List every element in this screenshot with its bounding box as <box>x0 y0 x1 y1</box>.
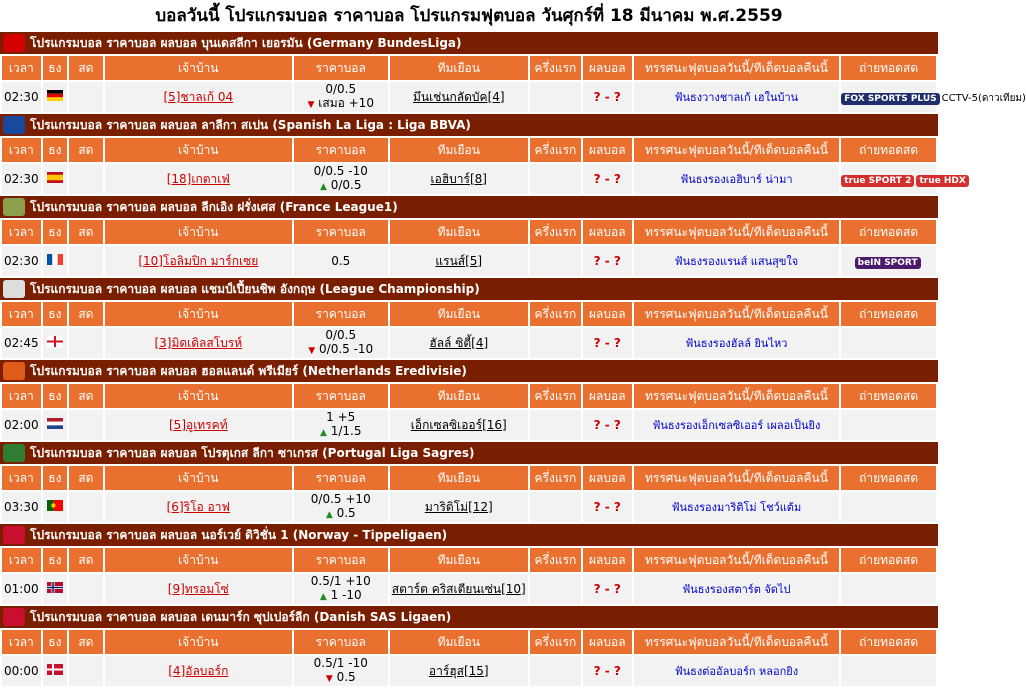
match-time: 01:00 <box>2 574 41 604</box>
live-cell <box>69 328 103 358</box>
match-time: 00:00 <box>2 656 41 686</box>
tv-cell <box>841 164 966 194</box>
league-header <box>0 360 938 382</box>
live-cell <box>69 574 103 604</box>
col-result: ผลบอล <box>583 220 632 244</box>
result-cell <box>583 410 632 440</box>
col-time: เวลา <box>2 138 41 162</box>
tv-cell <box>841 410 936 440</box>
league-title: โปรแกรมบอล ราคาบอล ผลบอล โปรตุเกส ลีกา ซาเกรส (Portugal Liga Sagres) <box>30 446 475 460</box>
col-live: สด <box>69 220 103 244</box>
odds-down-arrow-icon: ▼ <box>308 346 316 356</box>
league-title: โปรแกรมบอล ราคาบอล ผลบอล ลีกเอิง ฝรั่งเศส (France League1) <box>30 200 398 214</box>
result-cell <box>583 328 632 358</box>
france-flag-icon <box>47 254 63 268</box>
tv-channel-label: CCTV-5(ดาวเทียม) <box>941 92 1026 104</box>
col-tips: ทรรศนะฟุตบอลวันนี้/ทีเด็ดบอลคืนนี้ <box>634 220 840 244</box>
col-half: ครึ่งแรก <box>530 548 581 572</box>
tip-cell <box>634 656 840 686</box>
col-odds: ราคาบอล <box>294 630 388 654</box>
col-tv: ถ่ายทอดสด <box>841 138 936 162</box>
col-time: เวลา <box>2 548 41 572</box>
match-result: ? - ? <box>593 336 621 350</box>
country-flag-cell <box>43 410 67 440</box>
col-tv: ถ่ายทอดสด <box>841 630 936 654</box>
result-cell <box>583 82 632 112</box>
col-away: ทีมเยือน <box>390 630 528 654</box>
col-half: ครึ่งแรก <box>530 630 581 654</box>
odds-cell <box>294 164 388 194</box>
germany-flag-icon <box>47 90 63 104</box>
away-team-link[interactable]: สตาร์ต คริสเตียนเซ่น[10] <box>391 581 526 596</box>
tv-channel-logo: FOX SPORTS PLUS <box>841 93 939 105</box>
away-team-cell <box>390 492 528 522</box>
match-time: 02:30 <box>2 82 41 112</box>
league-list <box>0 32 1026 688</box>
col-time: เวลา <box>2 466 41 490</box>
country-flag-cell <box>43 164 67 194</box>
live-cell <box>69 246 103 276</box>
match-table <box>0 628 938 688</box>
live-cell <box>69 82 103 112</box>
tip-link[interactable]: ฟันธงรองสตาร์ต จัดไป <box>682 583 791 596</box>
league-logo-icon <box>3 280 25 298</box>
home-team-cell <box>105 164 292 194</box>
odds-line-2: ▲ 1 -10 <box>319 588 362 602</box>
odds-line-1: 1 +5 <box>326 410 356 424</box>
col-live: สด <box>69 548 103 572</box>
match-table <box>0 546 938 606</box>
col-half: ครึ่งแรก <box>530 56 581 80</box>
match-result: ? - ? <box>593 500 621 514</box>
col-away: ทีมเยือน <box>390 56 528 80</box>
odds-line-2: ▼ 0/0.5 -10 <box>308 342 374 356</box>
tv-cell <box>841 328 936 358</box>
col-home: เจ้าบ้าน <box>105 630 292 654</box>
match-time: 02:00 <box>2 410 41 440</box>
home-team-link[interactable]: [5]อูเทรคท์ <box>169 417 228 432</box>
home-team-link[interactable]: [4]อัลบอร์ก <box>168 663 229 678</box>
tv-channel-logo: beIN SPORT <box>855 257 921 269</box>
col-home: เจ้าบ้าน <box>105 138 292 162</box>
tv-channel-logo: true HDX <box>916 175 968 187</box>
league-header <box>0 606 938 628</box>
odds-cell <box>294 246 388 276</box>
odds-cell <box>294 492 388 522</box>
half-time-cell <box>530 164 581 194</box>
col-time: เวลา <box>2 56 41 80</box>
match-row <box>2 410 936 440</box>
spain-flag-icon <box>47 172 63 186</box>
away-team-cell <box>390 164 528 194</box>
col-home: เจ้าบ้าน <box>105 466 292 490</box>
tv-cell <box>841 492 936 522</box>
league-header <box>0 442 938 464</box>
result-cell <box>583 246 632 276</box>
match-time: 02:45 <box>2 328 41 358</box>
col-flag: ธง <box>43 138 67 162</box>
col-result: ผลบอล <box>583 466 632 490</box>
live-cell <box>69 492 103 522</box>
league-title: โปรแกรมบอล ราคาบอล ผลบอล แชมป์เปี้ยนชิพ อังกฤษ (League Championship) <box>30 282 480 296</box>
match-result: ? - ? <box>593 254 621 268</box>
col-half: ครึ่งแรก <box>530 466 581 490</box>
match-result: ? - ? <box>593 90 621 104</box>
col-result: ผลบอล <box>583 302 632 326</box>
match-table <box>0 382 938 442</box>
col-home: เจ้าบ้าน <box>105 384 292 408</box>
match-time: 03:30 <box>2 492 41 522</box>
tv-channel-logo: true SPORT 2 <box>841 175 914 187</box>
col-flag: ธง <box>43 220 67 244</box>
table-header-row <box>2 384 936 408</box>
home-team-link[interactable]: [3]มิดเดิลสโบรห์ <box>154 335 243 350</box>
half-time-cell <box>530 410 581 440</box>
league-logo-icon <box>3 608 25 626</box>
table-header-row <box>2 548 936 572</box>
tip-cell <box>634 82 840 112</box>
col-result: ผลบอล <box>583 384 632 408</box>
away-team-link[interactable]: ฮัลล์ ซิตี้[4] <box>429 335 489 350</box>
tip-cell <box>634 328 840 358</box>
match-time: 02:30 <box>2 164 41 194</box>
country-flag-cell <box>43 82 67 112</box>
away-team-cell <box>390 246 528 276</box>
col-tv: ถ่ายทอดสด <box>841 384 936 408</box>
away-team-cell <box>390 410 528 440</box>
odds-line-2: ▼ เสมอ +10 <box>307 96 374 110</box>
tip-link[interactable]: ฟันธงรองฮัลล์ ยินไหว <box>685 337 788 350</box>
col-away: ทีมเยือน <box>390 138 528 162</box>
away-team-link[interactable]: แรนส์[5] <box>435 253 483 268</box>
live-cell <box>69 164 103 194</box>
live-cell <box>69 410 103 440</box>
denmark-flag-icon <box>47 664 63 678</box>
tip-cell <box>634 574 840 604</box>
country-flag-cell <box>43 328 67 358</box>
col-time: เวลา <box>2 630 41 654</box>
result-cell <box>583 492 632 522</box>
portugal-flag-icon <box>47 500 63 514</box>
match-result: ? - ? <box>593 172 621 186</box>
col-result: ผลบอล <box>583 630 632 654</box>
odds-line-1: 0/0.5 +10 <box>310 492 371 506</box>
tip-cell <box>634 246 840 276</box>
league-header <box>0 196 938 218</box>
match-row <box>2 492 936 522</box>
away-team-cell <box>390 82 528 112</box>
match-row <box>2 574 936 604</box>
away-team-link[interactable]: มึนเช่นกลัดบัค[4] <box>412 89 505 104</box>
tip-link[interactable]: ฟันธงรองเอ็กเซลซิเออร์ เผลอเป็นยิง <box>652 419 821 432</box>
half-time-cell <box>530 492 581 522</box>
match-row <box>2 328 936 358</box>
odds-line-1: 0.5/1 +10 <box>310 574 371 588</box>
league-title: โปรแกรมบอล ราคาบอล ผลบอล เดนมาร์ก ซุปเปอร์ลีก (Danish SAS Ligaen) <box>30 610 452 624</box>
league-header <box>0 114 938 136</box>
col-tips: ทรรศนะฟุตบอลวันนี้/ทีเด็ดบอลคืนนี้ <box>634 302 840 326</box>
match-table <box>0 136 966 196</box>
league-logo-icon <box>3 444 25 462</box>
col-away: ทีมเยือน <box>390 384 528 408</box>
col-flag: ธง <box>43 302 67 326</box>
tip-link[interactable]: ฟันธงรองแรนส์ แสนสุขใจ <box>674 255 799 268</box>
col-odds: ราคาบอล <box>294 384 388 408</box>
col-tips: ทรรศนะฟุตบอลวันนี้/ทีเด็ดบอลคืนนี้ <box>634 548 840 572</box>
tip-cell <box>634 410 840 440</box>
match-result: ? - ? <box>593 582 621 596</box>
col-flag: ธง <box>43 466 67 490</box>
col-odds: ราคาบอล <box>294 138 388 162</box>
col-home: เจ้าบ้าน <box>105 302 292 326</box>
away-team-link[interactable]: อาร์ฮุส[15] <box>428 663 489 678</box>
home-team-cell <box>105 656 292 686</box>
table-header-row <box>2 630 936 654</box>
tip-link[interactable]: ฟันธงวางชาลเก้ เฮในบ้าน <box>674 91 799 104</box>
odds-cell <box>294 82 388 112</box>
col-tv: ถ่ายทอดสด <box>841 548 936 572</box>
odds-up-arrow-icon: ▲ <box>320 182 327 192</box>
match-row <box>2 656 936 686</box>
odds-down-arrow-icon: ▼ <box>307 100 315 110</box>
odds-cell <box>294 410 388 440</box>
home-team-cell <box>105 328 292 358</box>
odds-cell <box>294 656 388 686</box>
col-live: สด <box>69 138 103 162</box>
col-tips: ทรรศนะฟุตบอลวันนี้/ทีเด็ดบอลคืนนี้ <box>634 56 840 80</box>
half-time-cell <box>530 656 581 686</box>
odds-line-2: ▼ 0.5 <box>325 670 356 684</box>
norway-flag-icon <box>47 582 63 596</box>
odds-down-arrow-icon: ▼ <box>325 674 333 684</box>
col-result: ผลบอล <box>583 56 632 80</box>
away-team-cell <box>390 656 528 686</box>
match-table <box>0 464 938 524</box>
col-live: สด <box>69 302 103 326</box>
col-tips: ทรรศนะฟุตบอลวันนี้/ทีเด็ดบอลคืนนี้ <box>634 384 840 408</box>
col-odds: ราคาบอล <box>294 466 388 490</box>
col-flag: ธง <box>43 56 67 80</box>
odds-cell <box>294 328 388 358</box>
match-result: ? - ? <box>593 418 621 432</box>
away-team-link[interactable]: มาริติโม่[12] <box>424 499 493 514</box>
league-title: โปรแกรมบอล ราคาบอล ผลบอล นอร์เวย์ ดิวิชั่น 1 (Norway - Tippeligaen) <box>30 528 448 542</box>
odds-line-1: 0.5 <box>331 254 351 268</box>
table-header-row <box>2 56 936 80</box>
match-table <box>0 300 938 360</box>
home-team-cell <box>105 410 292 440</box>
away-team-link[interactable]: เอ็กเซลซิเออร์[16] <box>410 417 507 432</box>
tip-link[interactable]: ฟันธงต่ออัลบอร์ก หลอกยิง <box>674 665 799 678</box>
match-result: ? - ? <box>593 664 621 678</box>
col-live: สด <box>69 56 103 80</box>
col-time: เวลา <box>2 302 41 326</box>
col-odds: ราคาบอล <box>294 220 388 244</box>
col-flag: ธง <box>43 548 67 572</box>
table-header-row <box>2 138 936 162</box>
table-header-row <box>2 466 936 490</box>
country-flag-cell <box>43 574 67 604</box>
odds-cell <box>294 574 388 604</box>
result-cell <box>583 656 632 686</box>
home-team-cell <box>105 492 292 522</box>
col-tv: ถ่ายทอดสด <box>841 302 936 326</box>
half-time-cell <box>530 328 581 358</box>
col-away: ทีมเยือน <box>390 548 528 572</box>
tv-cell <box>841 574 936 604</box>
country-flag-cell <box>43 656 67 686</box>
tv-cell <box>841 246 936 276</box>
league-title: โปรแกรมบอล ราคาบอล ผลบอล ลาลีกา สเปน (Spanish La Liga : Liga BBVA) <box>30 118 471 132</box>
col-live: สด <box>69 630 103 654</box>
result-cell <box>583 164 632 194</box>
col-tv: ถ่ายทอดสด <box>841 56 936 80</box>
league-logo-icon <box>3 34 25 52</box>
league-header <box>0 524 938 546</box>
league-header <box>0 278 938 300</box>
col-odds: ราคาบอล <box>294 548 388 572</box>
col-live: สด <box>69 466 103 490</box>
odds-up-arrow-icon: ▲ <box>325 510 333 520</box>
live-cell <box>69 656 103 686</box>
league-title: โปรแกรมบอล ราคาบอล ผลบอล ฮอลแลนด์ พรีเมียร์ (Netherlands Eredivisie) <box>30 364 467 378</box>
odds-line-1: 0/0.5 -10 <box>313 164 368 178</box>
col-tips: ทรรศนะฟุตบอลวันนี้/ทีเด็ดบอลคืนนี้ <box>634 466 840 490</box>
match-row <box>2 82 936 112</box>
col-live: สด <box>69 384 103 408</box>
odds-up-arrow-icon: ▲ <box>320 428 327 438</box>
league-logo-icon <box>3 362 25 380</box>
home-team-cell <box>105 82 292 112</box>
away-team-cell <box>390 574 528 604</box>
tip-cell <box>634 492 840 522</box>
match-time: 02:30 <box>2 246 41 276</box>
tip-link[interactable]: ฟันธงรองเอฮิบาร์ น่ามา <box>680 173 793 186</box>
half-time-cell <box>530 574 581 604</box>
col-away: ทีมเยือน <box>390 466 528 490</box>
away-team-link[interactable]: เอฮิบาร์[8] <box>430 171 487 186</box>
league-title: โปรแกรมบอล ราคาบอล ผลบอล บุนเดสลีกา เยอรมัน (Germany BundesLiga) <box>30 36 462 50</box>
col-home: เจ้าบ้าน <box>105 220 292 244</box>
home-team-link[interactable]: [18]เกตาเฟ่ <box>166 171 230 186</box>
col-result: ผลบอล <box>583 548 632 572</box>
league-logo-icon <box>3 526 25 544</box>
odds-up-arrow-icon: ▲ <box>319 592 327 602</box>
col-flag: ธง <box>43 630 67 654</box>
tv-cell <box>841 82 1026 112</box>
away-team-cell <box>390 328 528 358</box>
half-time-cell <box>530 246 581 276</box>
home-team-link[interactable]: [9]ทรอมโซ่ <box>167 581 229 596</box>
odds-line-1: 0.5/1 -10 <box>313 656 368 670</box>
odds-line-1: 0/0.5 <box>325 328 357 342</box>
col-odds: ราคาบอล <box>294 56 388 80</box>
country-flag-cell <box>43 246 67 276</box>
home-team-link[interactable]: [10]โอลิมปิก มาร์กเซย <box>138 253 259 268</box>
match-row <box>2 164 936 194</box>
result-cell <box>583 574 632 604</box>
col-tv: ถ่ายทอดสด <box>841 466 936 490</box>
home-team-link[interactable]: [5]ชาลเก้ 04 <box>163 89 234 104</box>
tip-link[interactable]: ฟันธงรองมาริติโม่ โชว์แต้ม <box>671 501 802 514</box>
home-team-cell <box>105 246 292 276</box>
league-logo-icon <box>3 198 25 216</box>
col-time: เวลา <box>2 384 41 408</box>
col-home: เจ้าบ้าน <box>105 56 292 80</box>
table-header-row <box>2 220 936 244</box>
tip-cell <box>634 164 840 194</box>
col-half: ครึ่งแรก <box>530 220 581 244</box>
odds-line-1: 0/0.5 <box>325 82 357 96</box>
col-away: ทีมเยือน <box>390 220 528 244</box>
half-time-cell <box>530 82 581 112</box>
home-team-link[interactable]: [6]ริโอ อาฟ <box>166 499 230 514</box>
league-logo-icon <box>3 116 25 134</box>
col-tips: ทรรศนะฟุตบอลวันนี้/ทีเด็ดบอลคืนนี้ <box>634 630 840 654</box>
col-away: ทีมเยือน <box>390 302 528 326</box>
match-table <box>0 218 938 278</box>
odds-line-2: ▲ 0.5 <box>325 506 356 520</box>
page-title: บอลวันนี้ โปรแกรมบอล ราคาบอล โปรแกรมฟุตบอล วันศุกร์ที่ 18 มีนาคม พ.ศ.2559 <box>155 6 783 26</box>
match-row <box>2 246 936 276</box>
england-flag-icon <box>47 336 63 350</box>
netherlands-flag-icon <box>47 418 63 432</box>
odds-line-2: ▲ 1/1.5 <box>320 424 362 438</box>
col-half: ครึ่งแรก <box>530 302 581 326</box>
tv-cell <box>841 656 936 686</box>
table-header-row <box>2 302 936 326</box>
col-half: ครึ่งแรก <box>530 384 581 408</box>
country-flag-cell <box>43 492 67 522</box>
col-time: เวลา <box>2 220 41 244</box>
col-result: ผลบอล <box>583 138 632 162</box>
col-tv: ถ่ายทอดสด <box>841 220 936 244</box>
home-team-cell <box>105 574 292 604</box>
league-header <box>0 32 938 54</box>
col-half: ครึ่งแรก <box>530 138 581 162</box>
odds-line-2: ▲ 0/0.5 <box>320 178 362 192</box>
col-home: เจ้าบ้าน <box>105 548 292 572</box>
col-tips: ทรรศนะฟุตบอลวันนี้/ทีเด็ดบอลคืนนี้ <box>634 138 840 162</box>
match-table <box>0 54 1026 114</box>
col-odds: ราคาบอล <box>294 302 388 326</box>
col-flag: ธง <box>43 384 67 408</box>
